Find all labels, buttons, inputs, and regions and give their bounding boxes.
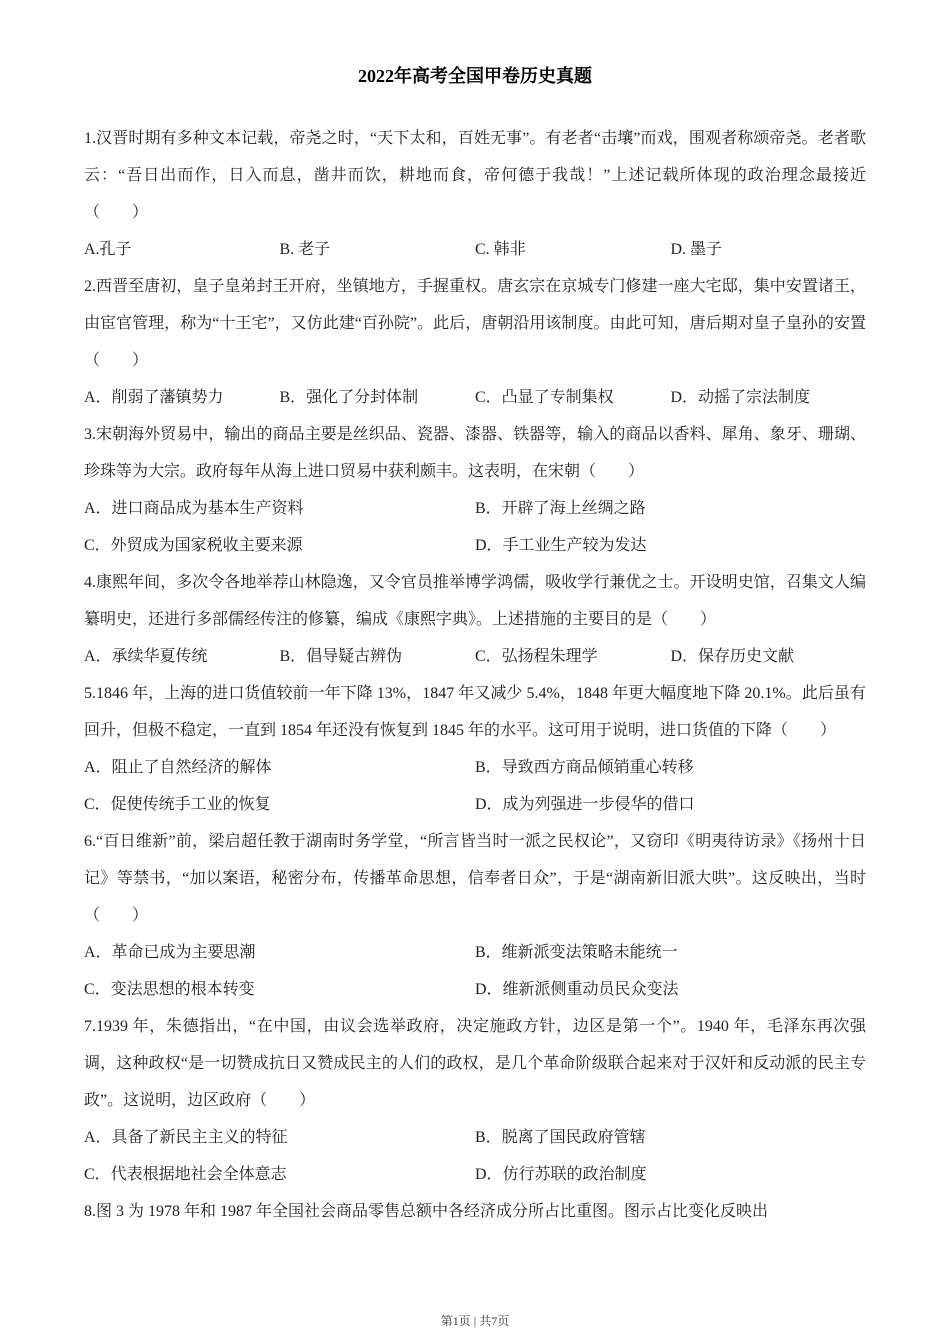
question-7 [84,1008,866,1193]
option-d: D．成为列强进一步侵华的借口 [475,796,695,813]
question-3-options [84,490,866,564]
option-a: A．革命已成为主要思潮 [84,944,256,961]
option-a: A．阻止了自然经济的解体 [84,759,272,776]
question-8-stem: 8.图 3 为 1978 年和 1987 年全国社会商品零售总额中各经济成分所占比重图。图示占比变化反映出 [84,1203,769,1220]
option-b: B．强化了分封体制 [279,389,419,406]
option-d: D．仿行苏联的政治制度 [475,1166,647,1183]
question-4-options [84,638,866,675]
option-d: D．维新派侧重动员民众变法 [475,981,679,998]
question-5-stem: 5.1846 年，上海的进口货值较前一年下降 13%，1847 年又减少 5.4%，1848 年更大幅度地下降 20.1%。此后虽有回升，但极不稳定，一直到 1854 年还没有恢复到 1845 年的水平。这可用于说明，进口货值的下降（ ） [84,685,866,739]
option-c: C．弘扬程朱理学 [475,648,598,665]
option-b: B．倡导疑古辨伪 [279,648,403,665]
option-a: A．具备了新民主主义的特征 [84,1129,288,1146]
option-c: C．外贸成为国家税收主要来源 [84,537,303,554]
option-b: B. 老子 [279,241,331,258]
option-d: D．手工业生产较为发达 [475,537,647,554]
option-c: C．代表根据地社会全体意志 [84,1166,287,1183]
question-2-options [84,379,866,416]
option-b: B．脱离了国民政府管辖 [475,1129,646,1146]
question-7-options [84,1119,866,1193]
question-6-options [84,934,866,1008]
option-c: C．促使传统手工业的恢复 [84,796,271,813]
question-1-stem: 1.汉晋时期有多种文本记载，帝尧之时，“天下太和，百姓无事”。有老者“击壤”而戏，围观者称颂帝尧。老者歌云：“吾日出而作，日入而息，凿井而饮，耕地而食，帝何德于我哉！”上述记载所体现的政治理念最接近（ ） [84,130,866,221]
option-b: B．维新派变法策略未能统一 [475,944,678,961]
question-6 [84,823,866,1008]
option-d: D．保存历史文献 [670,648,795,665]
option-b: B．开辟了海上丝绸之路 [475,500,646,517]
question-4 [84,564,866,675]
option-c: C．凸显了专制集权 [475,389,614,406]
option-c: C. 韩非 [475,241,526,258]
option-c: C．变法思想的根本转变 [84,981,255,998]
question-6-stem: 6.“百日维新”前，梁启超任教于湖南时务学堂，“所言皆当时一派之民权论”，又窃印《明夷待访录》《扬州十日记》等禁书，“加以案语，秘密分布，传播革命思想，信奉者日众”，于是“湖南新旧派大哄”。这反映出，当时（ ） [84,833,866,924]
question-1 [84,120,866,268]
option-a: A．承续华夏传统 [84,648,208,665]
option-a: A．进口商品成为基本生产资料 [84,500,304,517]
page-title: 2022年高考全国甲卷历史真题 [358,66,592,86]
question-2 [84,268,866,416]
option-b: B．导致西方商品倾销重心转移 [475,759,694,776]
question-1-options [84,231,866,268]
footer-page-indicator: 第1页 | 共7页 [440,1314,510,1328]
option-d: D. 墨子 [670,241,723,258]
question-5 [84,675,866,823]
question-7-stem: 7.1939 年，朱德指出，“在中国，由议会选举政府，决定施政方针，边区是第一个”。1940 年，毛泽东再次强调，这种政权“是一切赞成抗日又赞成民主的人们的政权，是几个革命阶级联合起来对于汉奸和反动派的民主专政”。这说明，边区政府（ ） [84,1018,866,1109]
question-2-stem: 2.西晋至唐初，皇子皇弟封王开府，坐镇地方，手握重权。唐玄宗在京城专门修建一座大宅邸，集中安置诸王，由宦官管理，称为“十王宅”，又仿此建“百孙院”。此后，唐朝沿用该制度。由此可知，唐后期对皇子皇孙的安置（ ） [84,278,866,369]
question-5-options [84,749,866,823]
question-3-stem: 3.宋朝海外贸易中，输出的商品主要是丝织品、瓷器、漆器、铁器等，输入的商品以香料、犀角、象牙、珊瑚、珍珠等为大宗。政府每年从海上进口贸易中获利颇丰。这表明，在宋朝（ ） [84,426,866,480]
question-4-stem: 4.康熙年间，多次令各地举荐山林隐逸，又令官员推举博学鸿儒，吸收学行兼优之士。开设明史馆，召集文人编纂明史，还进行多部儒经传注的修纂，编成《康熙字典》。上述措施的主要目的是（ ） [84,574,866,628]
question-8 [84,1193,866,1230]
question-3 [84,416,866,564]
option-a: A．削弱了藩镇势力 [84,389,224,406]
option-a: A.孔子 [84,241,132,258]
option-d: D．动摇了宗法制度 [670,389,811,406]
